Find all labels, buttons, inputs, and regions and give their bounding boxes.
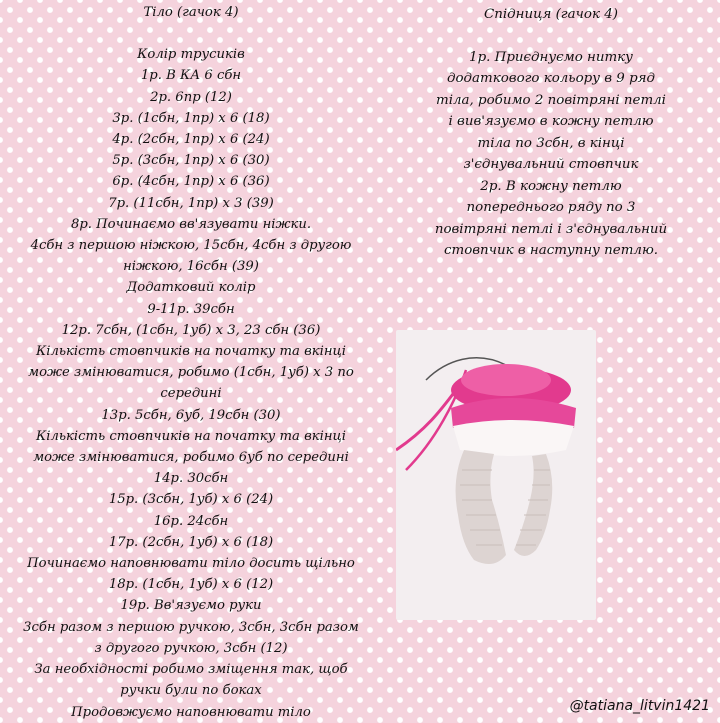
instruction-line: тіла по 3сбн, в кінці — [477, 135, 625, 151]
instruction-line: 12р. 7сбн, (1сбн, 1уб) х 3, 23 сбн (36) — [61, 322, 321, 338]
spacer — [8, 23, 374, 44]
instruction-line: 18р. (1сбн, 1уб) х 6 (12) — [108, 577, 274, 593]
instruction-line: 6р. (4сбн, 1пр) х 6 (36) — [112, 174, 270, 190]
instruction-line: і вив'язуємо в кожну петлю — [448, 114, 654, 129]
body-instructions — [8, 2, 374, 723]
instruction-line: може змінюватися, робимо (1сбн, 1уб) х 3 по — [28, 365, 354, 381]
instruction-line: 8р. Починаємо вв'язувати ніжки. — [70, 216, 312, 232]
instruction-line: 15р. (3сбн, 1уб) х 6 (24) — [108, 492, 274, 508]
yarn-bundle — [461, 364, 551, 396]
instruction-line: Починаємо наповнювати тіло досить щільно — [27, 556, 355, 572]
instruction-line: 2р. 6пр (12) — [150, 89, 232, 105]
instruction-line: стовпчик в наступну петлю. — [444, 243, 658, 258]
instruction-line: ніжкою, 16сбн (39) — [123, 259, 259, 275]
instruction-line: середині — [160, 386, 222, 402]
instruction-line: За необхідності робимо зміщення так, щоб — [34, 662, 348, 678]
instruction-line: тіла, робимо 2 повітряні петлі — [436, 92, 666, 108]
crochet-body-photo — [396, 330, 596, 620]
instruction-line: додаткового кольору в 9 ряд — [447, 71, 655, 86]
instruction-line: 5р. (3сбн, 1пр) х 6 (30) — [112, 153, 270, 169]
instruction-line: 1р. В КА 6 сбн — [140, 68, 242, 84]
instruction-line: попереднього ряду по 3 — [466, 200, 636, 215]
instruction-line: 13р. 5сбн, 6уб, 19сбн (30) — [101, 407, 281, 423]
instruction-line: Продовжуємо наповнювати тіло — [71, 704, 311, 720]
instruction-line: 17р. (2сбн, 1уб) х 6 (18) — [108, 534, 274, 550]
body-steps-list — [8, 44, 374, 723]
author-watermark: @tatiana_litvin1421 — [569, 698, 710, 714]
instruction-line: з другого ручкою, 3сбн (12) — [94, 640, 288, 656]
instruction-line: 3р. (1сбн, 1пр) х 6 (18) — [112, 110, 270, 126]
instruction-line: 4р. (2сбн, 1пр) х 6 (24) — [112, 132, 270, 148]
skirt-title: Спідниця (гачок 4) — [484, 7, 618, 22]
instruction-line: 1р. Приєднуємо нитку — [469, 49, 633, 65]
yarn-strand — [396, 390, 456, 450]
instruction-line: ручки були по боках — [120, 683, 262, 699]
instruction-line: 19р. Вв'язуємо руки — [120, 598, 262, 614]
instruction-line: 7р. (11сбн, 1пр) х 3 (39) — [108, 195, 274, 211]
instruction-line: 16р. 24сбн — [153, 513, 229, 529]
body-white-rows — [453, 420, 574, 456]
instruction-line: Колір трусиків — [137, 47, 245, 63]
instruction-line: Кількість стовпчиків на початку та вкінці — [36, 428, 346, 444]
instruction-line: може змінюватися, робимо 6уб по середині — [33, 450, 349, 466]
crochet-doll-illustration — [396, 330, 596, 620]
body-title: Тіло (гачок 4) — [143, 5, 239, 20]
right-leg — [514, 454, 552, 556]
instruction-line: 9-11р. 39сбн — [147, 301, 235, 317]
skirt-steps-list — [388, 47, 714, 262]
spacer — [388, 26, 714, 47]
left-leg — [456, 450, 506, 564]
instruction-line: 14р. 30сбн — [153, 471, 229, 487]
instruction-line: Додатковий колір — [126, 280, 256, 296]
instruction-line: 2р. В кожну петлю — [480, 178, 622, 194]
instruction-line: з'єднувальний стовпчик — [463, 157, 639, 172]
instruction-line: Кількість стовпчиків на початку та вкінці — [36, 344, 346, 360]
skirt-instructions — [388, 4, 714, 262]
instruction-line: 3сбн разом з першою ручкою, 3сбн, 3сбн разом — [23, 619, 359, 635]
instruction-line: повітряні петлі і з'єднувальний — [434, 221, 668, 237]
instruction-line: 4сбн з першою ніжкою, 15сбн, 4сбн з другою — [30, 238, 352, 254]
